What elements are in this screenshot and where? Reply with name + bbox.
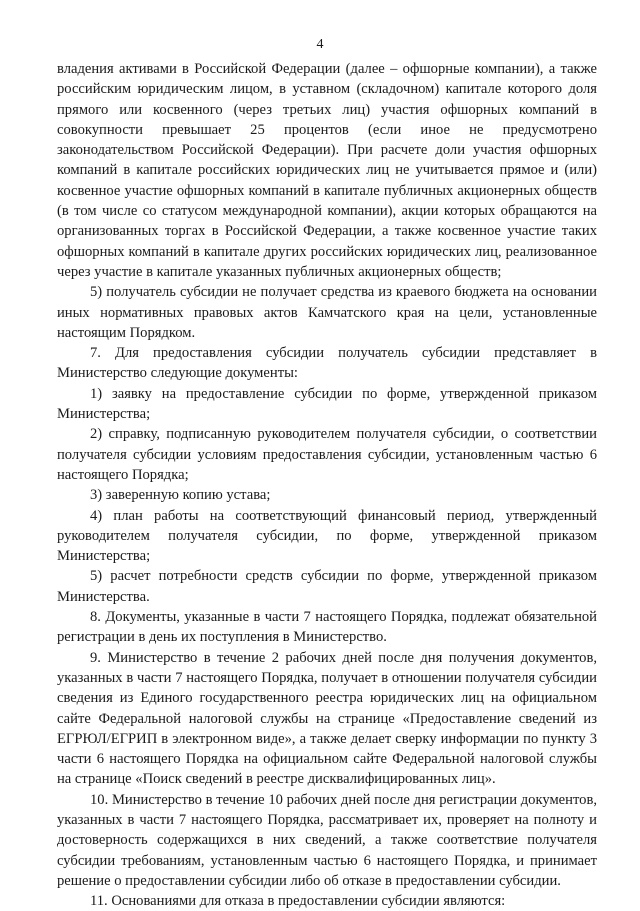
paragraph-doc-1-application: 1) заявку на предоставление субсидии по форме, утвержденной приказом Министерства; xyxy=(57,385,597,423)
paragraph-doc-5-calculation: 5) расчет потребности средств субсидии по форме, утвержденной приказом Министерства. xyxy=(57,568,597,605)
paragraph-part-10: 10. Министерство в течение 10 рабочих дней после дня регистрации документов, указанных в части 7 настоящего Порядка, рассматривает их, проверяет на полноту и достоверность содержащихся в них сведений, а также соответствие получателя субсидии требованиям, установленным частью 6 настоящего Порядка, и принимает решение о предоставлении субсидии либо об отказе в предоставлении субсидии. xyxy=(57,791,597,889)
paragraph-doc-3-charter: 3) заверенную копию устава; xyxy=(90,487,271,504)
paragraph-part-7: 7. Для предоставления субсидии получатель субсидии представляет в Министерство следующие документы: xyxy=(57,345,597,382)
paragraph-part-9: 9. Министерство в течение 2 рабочих дней после дня получения документов, указанных в части 7 настоящего Порядка, получает в отношении получателя субсидии сведения из Единого государственного реестра юридических лиц на официальном сайте Федеральной налоговой службы на странице «Предоставление сведений из ЕГРЮЛ/ЕГРИП в электронном виде», а также делает сверку информации по пункту 3 части 6 настоящего Порядка на официальном сайте Федеральной налоговой службы на странице «Поиск сведений в реестре дисквалифицированных лиц». xyxy=(57,649,597,788)
paragraph-item-5-budget: 5) получатель субсидии не получает средства из краевого бюджета на основании иных нормативных правовых актов Камчатского края на цели, установленные настоящим Порядком. xyxy=(57,284,597,341)
paragraph-doc-4-work-plan: 4) план работы на соответствующий финансовый период, утвержденный руководителем получателя субсидии, по форме, утвержденной приказом Министерства; xyxy=(57,507,597,565)
paragraph-doc-2-certificate: 2) справку, подписанную руководителем получателя субсидии, о соответствии получателя субсидии условиям предоставления субсидии, установленным частью 6 настоящего Порядка; xyxy=(57,426,597,483)
paragraph-offshore-continuation: владения активами в Российской Федерации (далее – офшорные компании), а также российским юридическим лицом, в уставном (складочном) капитале которого доля прямого или косвенного (через третьих лиц) участия офшорных компаний в совокупности превышает 25 процентов (если иное не предусмотрено законодательством Российской Федерации). При расчете доли участия офшорных компаний в капитале российских юридических лиц не учитывается прямое и (или) косвенное участие офшорных компаний в капитале публичных акционерных обществ (в том числе со статусом международной компании), акции которых обращаются на организованных торгах в Российской Федерации, а также косвенное участие таких офшорных компаний в капитале других российских юридических лиц, реализованное через участие в капитале указанных публичных акционерных обществ; xyxy=(57,61,597,280)
page-number: 4 xyxy=(316,37,324,52)
paragraph-part-8: 8. Документы, указанные в части 7 настоящего Порядка, подлежат обязательной регистрации в день их поступления в Министерство. xyxy=(57,609,597,646)
paragraph-part-11: 11. Основаниями для отказа в предоставлении субсидии являются: xyxy=(90,893,506,910)
document-body xyxy=(57,59,597,911)
